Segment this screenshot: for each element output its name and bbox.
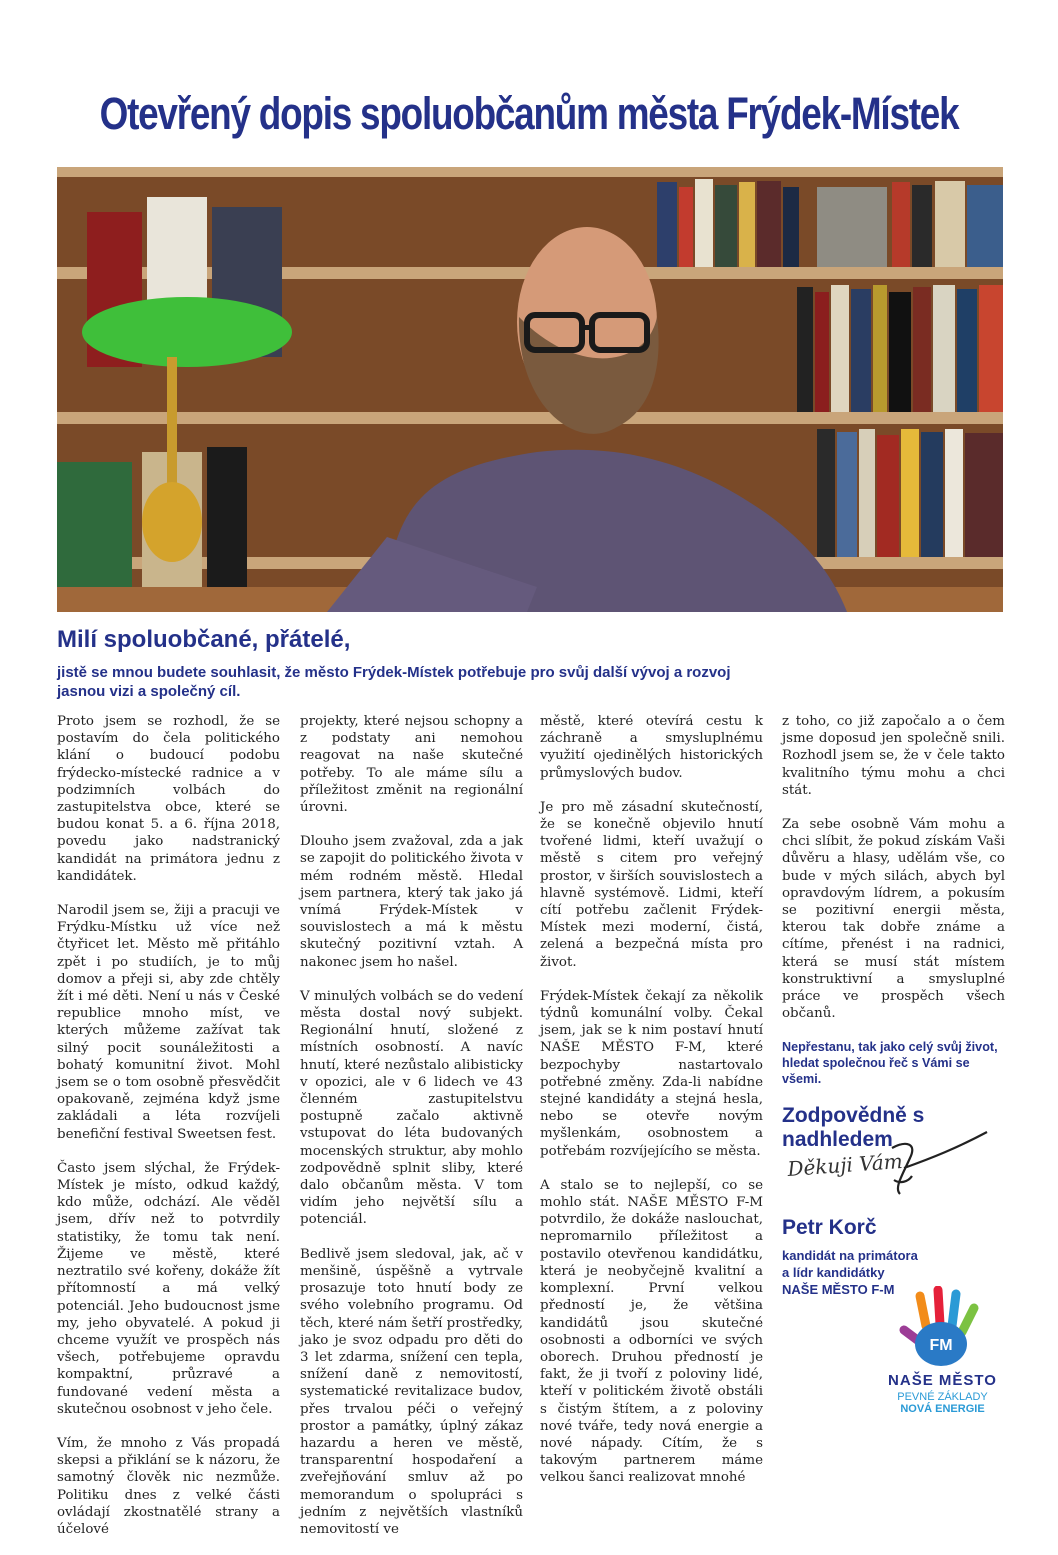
closing-statement: Nepřestanu, tak jako celý svůj život, hledat společnou řeč s Vámi se všemi.	[782, 1040, 998, 1087]
paragraph: Frýdek-Místek čekají za několik týdnů komunální volby. Čekal jsem, jak se k nim postaví hnutí NAŠE MĚSTO F-M, které bezpochyby nastartovalo potřebné změny. Zda-li nabídne stejné kandidáty a stejná hesla, nebo se otevře novým myšlenkám, osobnostem a potřebám rozvíjejícího se města.	[540, 988, 763, 1159]
paragraph: V minulých volbách se do vedení města dostal nový subjekt. Regionální hnutí, složené z místních osobností. A navíc hnutí, které nezůstalo alibisticky v opozici, ale v 6 lidech ve 43 členném zastupitelstvu postupně začalo aktivně vstupovat do léta budovaných mocenských struktur, aby mohlo zodpovědně splnit sliby, které dalo občanům města. V tom vidím jeho největší sílu a potenciál.	[300, 988, 523, 1228]
hand-print-logo-icon	[898, 1286, 988, 1368]
paragraph: Je pro mě zásadní skutečností, že se konečně objevilo hnutí tvořené lidmi, kteří uvažují o městě s citem pro veřejný prostor, v širších souvislostech a hlavně systémově. Lidmi, kteří cítí potřebu začlenit Frýdek-Místek mezi moderní, čistá, zelená a bezpečná místa pro život.	[540, 799, 763, 970]
signer-name: Petr Korč	[782, 1216, 877, 1239]
logo-initials: FM	[928, 1337, 953, 1354]
column-4	[782, 713, 1005, 1169]
motto: Zodpovědně s nadhledem	[782, 1104, 925, 1152]
paragraph: Proto jsem se rozhodl, že se postavím do čela politického klání o budoucí podobu frýdecko-místecké radnice a v podzimních volbách do zastupitelstva obce, které se budou konat 5. a 6. října 2018, povedu jako nadstranický kandidát na primátora jednu z kandidátek.	[57, 714, 280, 884]
paragraph: Za sebe osobně Vám mohu a chci slíbit, že pokud získám Vaši důvěru a hlasy, udělám vše, co bude v mých silách, abych byl opravdovým lídrem, a pokusím se pozitivní energii města, kterou tak dobře známe a cítíme, přenést i na radnici, která se musí stát místem konstruktivní a smysluplné práce ve prospěch všech občanů.	[782, 817, 1005, 1022]
logo-tagline: NOVÁ ENERGIE	[900, 1403, 985, 1415]
bookshelf-portrait-image	[57, 167, 1003, 612]
column-2	[300, 713, 523, 1555]
party-logo	[880, 1286, 1005, 1426]
paragraph: A stalo se to nejlepší, co se mohlo stát. NAŠE MĚSTO F-M potvrdilo, že dokáže naslouchat, nepromarnilo příležitost a postavilo otevřenou kandidátku, která je neobyčejně kvalitní a komplexní. První velkou předností je, že většina kandidátů jsou skutečné osobnosti a odborníci ve svých oborech. Druhou předností je fakt, že ji tvoří z poloviny lidé, kteří v politickém životě obstáli s čistým štítem, a z poloviny nové tváře, tedy nová energie a nové nápady. Cítím, že s takovým partnerem máme velkou šanci realizovat mnohé	[540, 1177, 763, 1486]
paragraph: Často jsem slýchal, že Frýdek-Místek je místo, odkud každý, kdo může, odchází. Ale věděl jsem, dřív než to potvrdily statistiky, že tomu tak není. Žijeme ve městě, které neztratilo své kořeny, dokáže žít přítomností a má velký potenciál. Jeho budoucnost jsme my, jeho obyvatelé. A pokud ji chceme využít ve prospěch nás všech, potřebujeme opravdu kompaktní, průzravé a fundované vedení města a skutečnou osobnost v jeho čele.	[57, 1160, 280, 1417]
logo-name: NAŠE MĚSTO	[888, 1372, 997, 1389]
paragraph: Vím, že mnoho z Vás propadá skepsi a přiklání se k názoru, že samotný člověk nic nezmůže. Politiku dnes z velké části ovládají zkostnatělé strany a účelové	[57, 1435, 280, 1537]
signature-greeting: Děkuji Vám	[786, 1149, 904, 1181]
handwritten-signature	[782, 1118, 1002, 1208]
paragraph: Narodil jsem se, žiji a pracuji ve Frýdku-Místku už více než čtyřicet let. Město mě přitáhlo zpět i po studiích, je to můj domov a přeji si, aby zde chtěly žít i mé děti. Není u nás v České republice mnoho míst, ve kterých můžeme zažívat tak silný pocit sounáležitosti a bohatý komunitní život. Mohl jsem se o tom osobně přesvědčit opakovaně, zejména když jsme zakládali a léta rozvíjeli benefiční festival Sweetsen fest.	[57, 903, 280, 1142]
paragraph: Dlouho jsem zvažoval, zda a jak se zapojit do politického života v mém rodném městě. Hledal jsem partnera, který tak jako já vnímá Frýdek-Místek v souvislostech a má k městu skutečný pozitivní vztah. A nakonec jsem ho našel.	[300, 834, 523, 970]
signer-role-line: kandidát na primátora	[782, 1248, 918, 1263]
candidate-photo	[57, 167, 1003, 612]
lead-paragraph: jistě se mnou budete souhlasit, že město Frýdek-Místek potřebuje pro svůj další vývoj a rozvoj jasnou vizi a společný cíl.	[57, 664, 731, 700]
signer-role-line: NAŠE MĚSTO F-M	[782, 1282, 895, 1297]
paragraph: Bedlivě jsem sledoval, jak, ač v menšině, úspěšně a vytrvale prosazuje toto hnutí body ze svého volebního programu. Od těch, které nám šetří prostředky, jako je svoz odpadu pro děti do 3 let zdarma, snížení cen tepla, snížení daně z nemovitostí, systematické revitalizace budov, přes trvalou péči o veřejný prostor a památky, úplný zákaz hazardu a heren ve městě, transparentní hospodaření a zveřejňování smluv až po memorandum o spolupráci s jedním z největších vlastníků nemovitostí ve	[300, 1246, 523, 1537]
page-title: Otevřený dopis spoluobčanům města Frýdek-Místek	[99, 88, 959, 139]
paragraph: projekty, které nejsou schopny a z podstaty ani nemohou reagovat na naše skutečné potřeby. To ale máme sílu a příležitost změnit na regionální úrovni.	[300, 714, 523, 816]
greeting: Milí spoluobčané, přátelé,	[57, 626, 351, 653]
column-3	[540, 713, 763, 1504]
signer-role-line: a lídr kandidátky	[782, 1265, 885, 1280]
paragraph: z toho, co již započalo a o čem jsme doposud jen společně snili. Rozhodl jsem se, že v čele takto kvalitního týmu mohu a chci stát.	[782, 714, 1005, 798]
logo-tagline: PEVNÉ ZÁKLADY	[897, 1391, 988, 1403]
column-1	[57, 713, 280, 1555]
paragraph: městě, které otevírá cestu k záchraně a smysluplnému využití ojedinělých historických průmyslových budov.	[540, 714, 763, 781]
